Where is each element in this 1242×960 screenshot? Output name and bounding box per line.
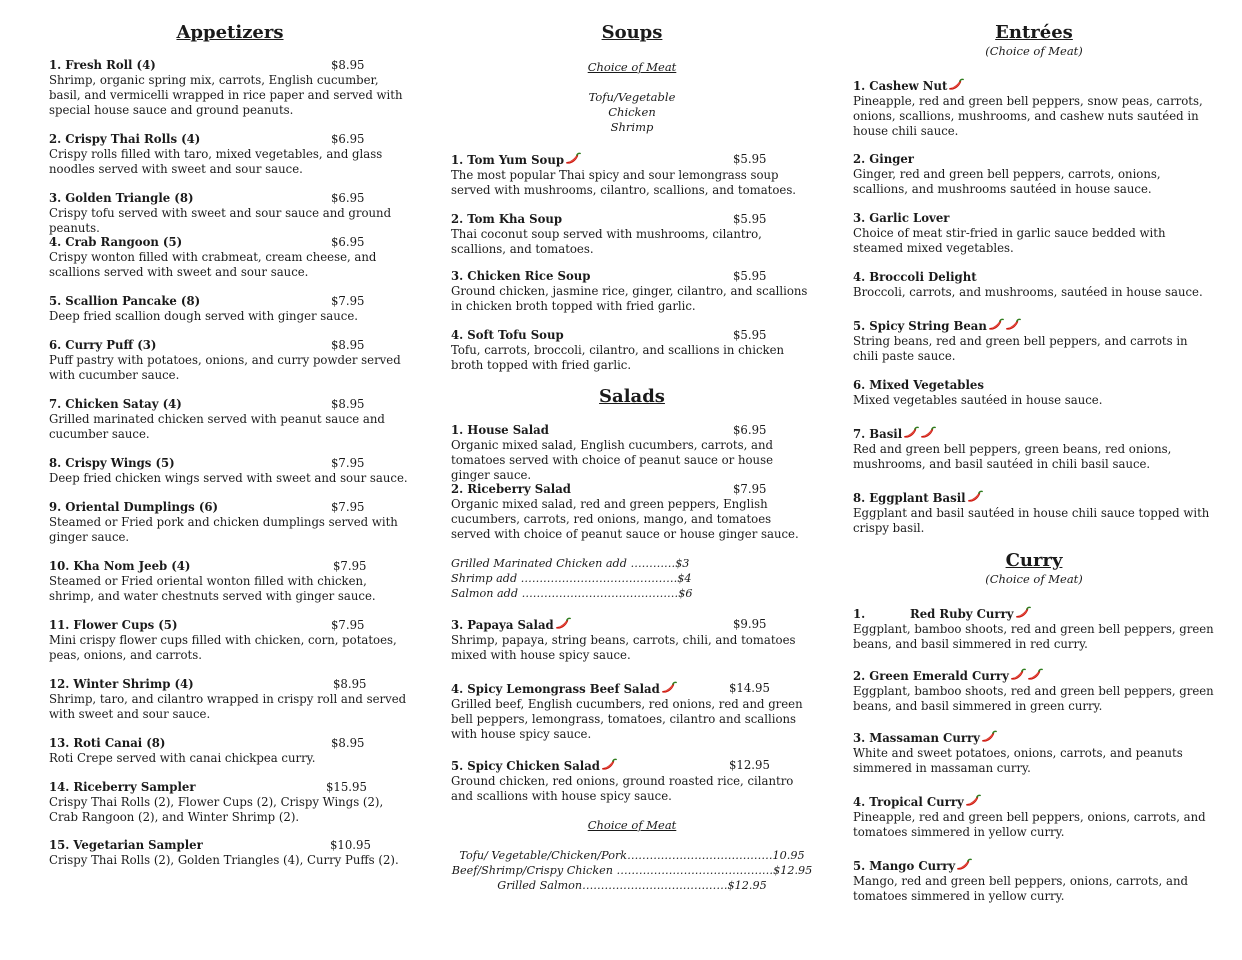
menu-item-price: $7.95 xyxy=(333,559,367,573)
soups-title: Soups xyxy=(601,22,663,43)
menu-item-header xyxy=(49,780,411,795)
menu-item xyxy=(853,152,1215,197)
menu-item-name: 2. Tom Kha Soup xyxy=(451,212,563,226)
menu-item xyxy=(451,269,813,314)
menu-item-description: Steamed or Fried oriental wonton filled with chicken, shrimp, and water chestnuts served with ginger sauce. xyxy=(49,574,376,603)
chili-pepper-icon xyxy=(981,730,997,743)
menu-item xyxy=(49,456,411,486)
menu-item-header xyxy=(853,270,1215,285)
chili-pepper-icon xyxy=(1010,668,1026,681)
menu-item-name: 10. Kha Nom Jeeb (4) xyxy=(49,559,191,573)
menu-item xyxy=(49,397,411,442)
menu-item-name: 3. Chicken Rice Soup xyxy=(451,269,591,283)
menu-item xyxy=(49,618,411,663)
menu-item xyxy=(49,235,411,280)
menu-item-description: Choice of meat stir-fried in garlic sauce bedded with steamed mixed vegetables. xyxy=(853,226,1166,255)
menu-item-name: 7. Chicken Satay (4) xyxy=(49,397,182,411)
menu-item xyxy=(451,423,813,483)
menu-item-name: 2. Riceberry Salad xyxy=(451,482,571,496)
menu-item-description: Tofu, carrots, broccoli, cilantro, and scallions in chicken broth topped with fried garlic. xyxy=(451,343,785,372)
menu-item-name: 5. Scallion Pancake (8) xyxy=(49,294,201,308)
menu-item-name: 1. Fresh Roll (4) xyxy=(49,58,156,72)
menu-item-name: 11. Flower Cups (5) xyxy=(49,618,178,632)
menu-item xyxy=(853,490,1215,536)
menu-item-name: 15. Vegetarian Sampler xyxy=(49,838,203,852)
menu-item-header xyxy=(451,758,813,774)
meat-price-line: Beef/Shrimp/Crispy Chicken ……………………………………$12.95 xyxy=(451,864,813,877)
menu-item-price: $10.95 xyxy=(330,838,371,852)
addon-line: Salmon add ……………………………………$6 xyxy=(451,587,693,600)
menu-item xyxy=(853,318,1215,364)
menu-item-price: $12.95 xyxy=(729,758,770,772)
menu-item-header xyxy=(853,606,1215,622)
menu-item-header xyxy=(49,838,411,853)
menu-item-header xyxy=(853,426,1215,442)
menu-item xyxy=(49,736,411,766)
entrees-subtitle: (Choice of Meat) xyxy=(985,44,1083,58)
menu-item-name: 2. Ginger xyxy=(853,152,914,166)
menu-item-header xyxy=(49,618,411,633)
menu-item-name: 1. House Salad xyxy=(451,423,549,437)
menu-item-header xyxy=(451,681,813,697)
menu-item-header xyxy=(853,378,1215,393)
menu-item xyxy=(853,668,1215,714)
salads-meat-header: Choice of Meat xyxy=(587,818,677,832)
menu-item-name: Red Ruby Curry xyxy=(910,607,1014,621)
menu-item-header xyxy=(451,482,813,497)
menu-item-price: $7.95 xyxy=(733,482,767,496)
menu-item-header xyxy=(451,617,813,633)
menu-item xyxy=(451,212,813,257)
menu-item-description: Roti Crepe served with canai chickpea curry. xyxy=(49,751,316,765)
soups-meat-option: Tofu/Vegetable xyxy=(588,90,676,104)
menu-item xyxy=(853,794,1215,840)
menu-item xyxy=(49,58,411,118)
menu-item-price: $6.95 xyxy=(331,191,365,205)
menu-item-name: 4. Crab Rangoon (5) xyxy=(49,235,183,249)
menu-item-name: 6. Mixed Vegetables xyxy=(853,378,984,392)
chili-pepper-icon xyxy=(988,318,1004,331)
addon-line: Grilled Marinated Chicken add …………$3 xyxy=(451,557,690,570)
menu-item-price: $15.95 xyxy=(326,780,367,794)
menu-item-description: Deep fried scallion dough served with ginger sauce. xyxy=(49,309,358,323)
menu-item-name: 2. Green Emerald Curry xyxy=(853,669,1009,683)
menu-item-header xyxy=(853,794,1215,810)
menu-item-description: Ground chicken, jasmine rice, ginger, cilantro, and scallions in chicken broth topped with fried garlic. xyxy=(451,284,808,313)
menu-item-price: $7.95 xyxy=(331,456,365,470)
menu-item-description: Organic mixed salad, English cucumbers, carrots, and tomatoes served with choice of peanut sauce or house ginger sauce. xyxy=(451,438,773,482)
menu-item xyxy=(49,132,411,177)
menu-item-name: 2. Crispy Thai Rolls (4) xyxy=(49,132,201,146)
menu-item-description: Organic mixed salad, red and green peppers, English cucumbers, carrots, red onions, mango, and tomatoes served with choice of peanut sauce or house ginger sauce. xyxy=(451,497,799,541)
menu-item-price: $6.95 xyxy=(331,132,365,146)
menu-item-description: Shrimp, organic spring mix, carrots, English cucumber, basil, and vermicelli wrapped in rice paper and served with special house sauce and ground peanuts. xyxy=(49,73,403,117)
menu-item-price: $7.95 xyxy=(331,294,365,308)
menu-item-description: Crispy rolls filled with taro, mixed vegetables, and glass noodles served with sweet and sour sauce. xyxy=(49,147,383,176)
curry-title: Curry xyxy=(1005,550,1063,571)
menu-item xyxy=(451,482,813,542)
menu-item xyxy=(853,270,1215,300)
menu-item-price: $6.95 xyxy=(733,423,767,437)
menu-item xyxy=(853,378,1215,408)
menu-item-price: $8.95 xyxy=(331,736,365,750)
menu-item-description: Steamed or Fried pork and chicken dumplings served with ginger sauce. xyxy=(49,515,398,544)
menu-item-description: Pineapple, red and green bell peppers, snow peas, carrots, onions, scallions, mushrooms, and cashew nuts sautéed in house chili sauce. xyxy=(853,94,1203,138)
menu-item-header xyxy=(451,269,813,284)
chili-pepper-icon xyxy=(948,78,964,91)
menu-item xyxy=(49,191,411,236)
menu-item-header xyxy=(451,423,813,438)
menu-item-price: $8.95 xyxy=(331,397,365,411)
curry-subtitle: (Choice of Meat) xyxy=(985,572,1083,586)
menu-item-header xyxy=(49,294,411,309)
chili-pepper-icon xyxy=(661,681,677,694)
menu-item-header xyxy=(49,559,411,574)
addon-line: Shrimp add ……………………………………$4 xyxy=(451,572,692,585)
menu-item-header xyxy=(451,152,813,168)
soups-meat-option: Shrimp xyxy=(610,120,654,134)
menu-item-description: Crispy tofu served with sweet and sour sauce and ground peanuts. xyxy=(49,206,392,235)
menu-item-description: Mango, red and green bell peppers, onions, carrots, and tomatoes simmered in yellow curry. xyxy=(853,874,1188,903)
menu-item-description: Pineapple, red and green bell peppers, onions, carrots, and tomatoes simmered in yellow curry. xyxy=(853,810,1206,839)
soups-meat-header: Choice of Meat xyxy=(587,60,677,74)
chili-pepper-icon xyxy=(601,758,617,771)
menu-item-number: 1. xyxy=(853,607,866,621)
salad-addons xyxy=(451,556,813,601)
menu-item-header xyxy=(853,152,1215,167)
menu-item-header xyxy=(853,858,1215,874)
menu-item xyxy=(451,617,813,663)
menu-item-description: Eggplant, bamboo shoots, red and green bell peppers, green beans, and basil simmered in green curry. xyxy=(853,684,1214,713)
menu-item-name: 5. Spicy String Bean xyxy=(853,319,987,333)
chili-pepper-icon xyxy=(920,426,936,439)
salads-meat-choice xyxy=(451,818,813,893)
menu-item-name: 3. Massaman Curry xyxy=(853,731,980,745)
menu-item-description: Mini crispy flower cups filled with chicken, corn, potatoes, peas, onions, and carrots. xyxy=(49,633,397,662)
menu-item-name: 4. Broccoli Delight xyxy=(853,270,977,284)
menu-item-header xyxy=(49,397,411,412)
menu-item xyxy=(49,338,411,383)
menu-item-price: $5.95 xyxy=(733,212,767,226)
menu-item-description: Shrimp, taro, and cilantro wrapped in crispy roll and served with sweet and sour sauce. xyxy=(49,692,407,721)
menu-item-price: $7.95 xyxy=(331,500,365,514)
menu-item-price: $9.95 xyxy=(733,617,767,631)
menu-item-name: 4. Soft Tofu Soup xyxy=(451,328,564,342)
chili-pepper-icon xyxy=(555,617,571,630)
menu-item-description: Ground chicken, red onions, ground roasted rice, cilantro and scallions with house spicy sauce. xyxy=(451,774,794,803)
menu-item-description: Red and green bell peppers, green beans, red onions, mushrooms, and basil sautéed in chili basil sauce. xyxy=(853,442,1172,471)
menu-item-description: Mixed vegetables sautéed in house sauce. xyxy=(853,393,1103,407)
menu-item xyxy=(853,606,1215,652)
menu-item-price: $8.95 xyxy=(331,338,365,352)
menu-item xyxy=(853,858,1215,904)
menu-item-description: Crispy wonton filled with crabmeat, cream cheese, and scallions served with sweet and sour sauce. xyxy=(49,250,377,279)
menu-item-name: 12. Winter Shrimp (4) xyxy=(49,677,194,691)
menu-item-description: Thai coconut soup served with mushrooms, cilantro, scallions, and tomatoes. xyxy=(451,227,762,256)
menu-item-description: Ginger, red and green bell peppers, carrots, onions, scallions, and mushrooms sautéed in house sauce. xyxy=(853,167,1161,196)
menu-item-name: 13. Roti Canai (8) xyxy=(49,736,166,750)
menu-item-description: String beans, red and green bell peppers, and carrots in chili paste sauce. xyxy=(853,334,1188,363)
chili-pepper-icon xyxy=(1005,318,1021,331)
menu-item-name: 3. Garlic Lover xyxy=(853,211,950,225)
chili-pepper-icon xyxy=(903,426,919,439)
menu-item-price: $6.95 xyxy=(331,235,365,249)
menu-item xyxy=(853,211,1215,256)
salads-title: Salads xyxy=(599,386,665,407)
menu-item-name: 1. Tom Yum Soup xyxy=(451,153,565,167)
menu-item-description: Eggplant, bamboo shoots, red and green bell peppers, green beans, and basil simmered in red curry. xyxy=(853,622,1214,651)
menu-item-price: $5.95 xyxy=(733,269,767,283)
menu-item-name: 6. Curry Puff (3) xyxy=(49,338,157,352)
menu-item xyxy=(853,78,1215,139)
menu-item-name: 4. Spicy Lemongrass Beef Salad xyxy=(451,682,660,696)
menu-item-price: $14.95 xyxy=(729,681,770,695)
menu-item xyxy=(49,780,411,825)
menu-item-price: $8.95 xyxy=(333,677,367,691)
menu-item-name: 1. Cashew Nut xyxy=(853,79,948,93)
menu-item-name: 8. Crispy Wings (5) xyxy=(49,456,175,470)
chili-pepper-icon xyxy=(965,794,981,807)
menu-item-description: Grilled beef, English cucumbers, red onions, red and green bell peppers, lemongrass, tomatoes, cilantro and scallions with house spicy sauce. xyxy=(451,697,803,741)
menu-item-header xyxy=(49,132,411,147)
menu-item-description: White and sweet potatoes, onions, carrots, and peanuts simmered in massaman curry. xyxy=(853,746,1183,775)
menu-item-price: $5.95 xyxy=(733,328,767,342)
menu-item-header xyxy=(49,58,411,73)
soups-meat-option: Chicken xyxy=(608,105,656,119)
menu-item-header xyxy=(49,191,411,206)
menu-item-description: Crispy Thai Rolls (2), Golden Triangles (4), Curry Puffs (2). xyxy=(49,853,399,867)
menu-item-header xyxy=(853,730,1215,746)
entrees-title: Entrées xyxy=(995,22,1073,43)
menu-item-header xyxy=(853,211,1215,226)
menu-item-header xyxy=(853,78,1215,94)
menu-item xyxy=(853,426,1215,472)
menu-item xyxy=(49,294,411,324)
menu-item-description: Grilled marinated chicken served with peanut sauce and cucumber sauce. xyxy=(49,412,385,441)
menu-item-name: 7. Basil xyxy=(853,427,903,441)
menu-item xyxy=(49,838,411,868)
menu-item-price: $7.95 xyxy=(331,618,365,632)
menu-item-name: 4. Tropical Curry xyxy=(853,795,964,809)
chili-pepper-icon xyxy=(1027,668,1043,681)
meat-price-line: Grilled Salmon…………………………………$12.95 xyxy=(497,879,767,892)
menu-item xyxy=(451,681,813,742)
menu-item xyxy=(49,559,411,604)
menu-item-header xyxy=(853,490,1215,506)
menu-item-description: Eggplant and basil sautéed in house chili sauce topped with crispy basil. xyxy=(853,506,1210,535)
menu-item-name: 8. Eggplant Basil xyxy=(853,491,966,505)
menu-item xyxy=(49,677,411,722)
meat-price-line: Tofu/ Vegetable/Chicken/Pork…………………………………10.95 xyxy=(459,849,805,862)
menu-item-price: $8.95 xyxy=(331,58,365,72)
menu-item-header xyxy=(49,677,411,692)
chili-pepper-icon xyxy=(1015,606,1031,619)
menu-item xyxy=(451,152,813,198)
menu-item-header xyxy=(49,235,411,250)
menu-item-description: Broccoli, carrots, and mushrooms, sautéed in house sauce. xyxy=(853,285,1203,299)
menu-item xyxy=(451,758,813,804)
appetizers-title: Appetizers xyxy=(176,22,284,43)
chili-pepper-icon xyxy=(967,490,983,503)
menu-item-description: Crispy Thai Rolls (2), Flower Cups (2), Crispy Wings (2), Crab Rangoon (2), and Winter Shrimp (2). xyxy=(49,795,384,824)
menu-item-description: Shrimp, papaya, string beans, carrots, chili, and tomatoes mixed with house spicy sauce. xyxy=(451,633,796,662)
menu-item-header xyxy=(49,500,411,515)
menu-item-description: Deep fried chicken wings served with sweet and sour sauce. xyxy=(49,471,408,485)
chili-pepper-icon xyxy=(956,858,972,871)
menu-item xyxy=(451,328,813,373)
menu-item-header xyxy=(49,338,411,353)
menu-item-header xyxy=(451,212,813,227)
menu-item-header xyxy=(853,668,1215,684)
menu-item xyxy=(49,500,411,545)
menu-item-name: 5. Spicy Chicken Salad xyxy=(451,759,600,773)
menu-item-header xyxy=(49,736,411,751)
menu-item-name: 14. Riceberry Sampler xyxy=(49,780,196,794)
chili-pepper-icon xyxy=(565,152,581,165)
menu-item-description: The most popular Thai spicy and sour lemongrass soup served with mushrooms, cilantro, scallions, and tomatoes. xyxy=(451,168,797,197)
soups-meat-choice xyxy=(451,60,813,135)
menu-item-name: 9. Oriental Dumplings (6) xyxy=(49,500,219,514)
menu-item xyxy=(853,730,1215,776)
menu-item-price: $5.95 xyxy=(733,152,767,166)
menu-item-header xyxy=(49,456,411,471)
menu-item-description: Puff pastry with potatoes, onions, and curry powder served with cucumber sauce. xyxy=(49,353,401,382)
menu-item-header xyxy=(451,328,813,343)
menu-item-header xyxy=(853,318,1215,334)
menu-item-name: 3. Golden Triangle (8) xyxy=(49,191,194,205)
menu-item-name: 5. Mango Curry xyxy=(853,859,956,873)
menu-item-name: 3. Papaya Salad xyxy=(451,618,554,632)
